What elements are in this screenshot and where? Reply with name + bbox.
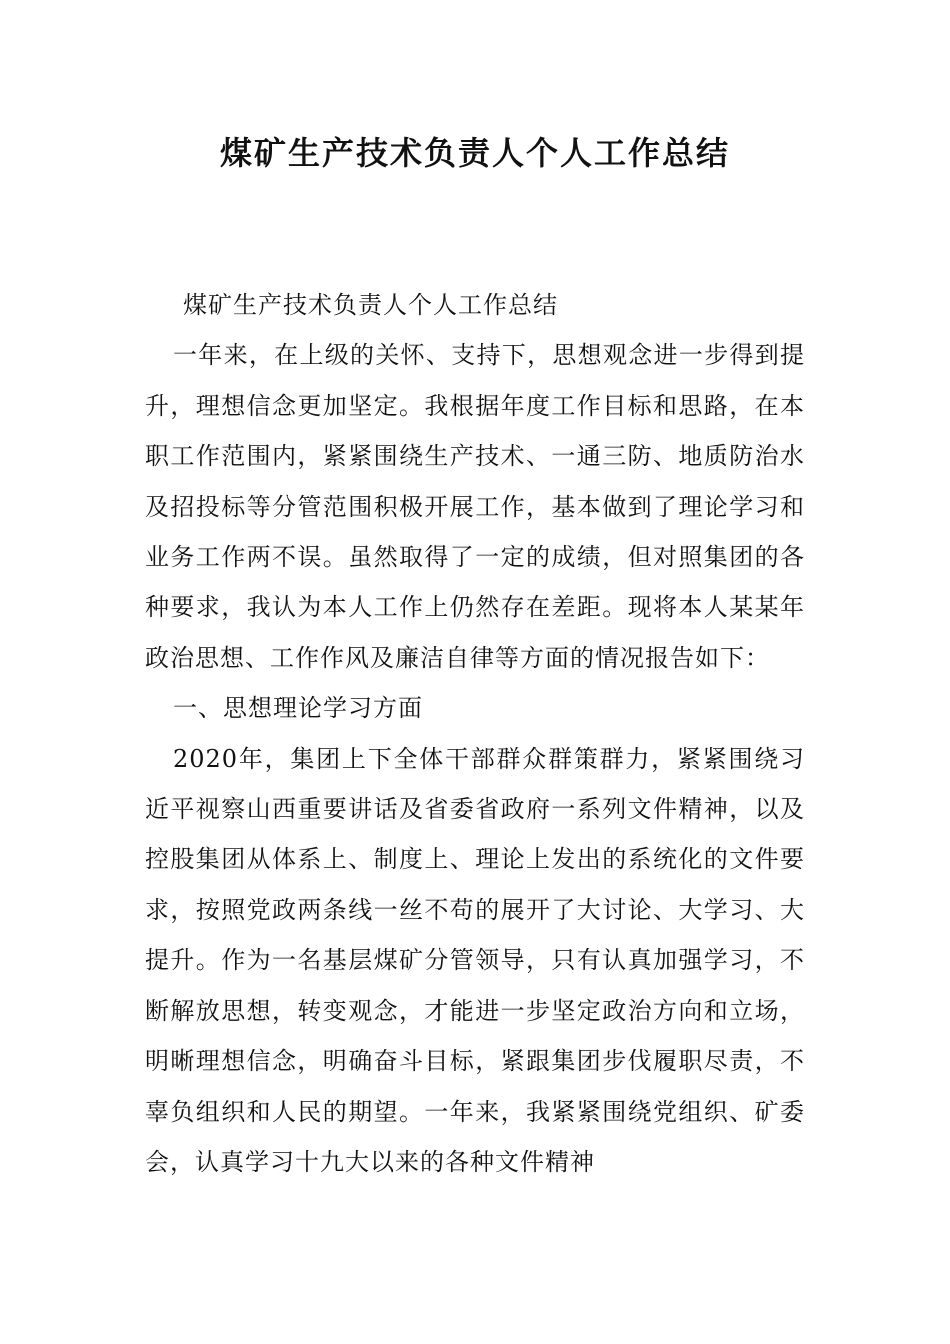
body-subtitle: 煤矿生产技术负责人个人工作总结 xyxy=(183,291,558,319)
section-1-paragraph: 2020年，集团上下全体干部群众群策群力，紧紧围绕习近平视察山西重要讲话及省委省政府一系列文件精神，以及控股集团从体系上、制度上、理论上发出的系统化的文件要求，按照党政两条线一丝不苟的展开了大讨论、大学习、大提升。作为一名基层煤矿分管领导，只有认真加强学习，不断解放思想，转变观念，才能进一步坚定政治方向和立场，明晰理想信念，明确奋斗目标，紧跟集团步伐履职尽责，不辜负组织和人民的期望。一年来，我紧紧围绕党组织、矿委会，认真学习十九大以来的各种文件精神 xyxy=(145,744,805,1176)
document-title: 煤矿生产技术负责人个人工作总结 xyxy=(219,134,730,172)
section-heading-1: 一、思想理论学习方面 xyxy=(173,694,423,723)
document-body xyxy=(145,280,805,1187)
intro-paragraph: 一年来，在上级的关怀、支持下，思想观念进一步得到提升，理想信念更加坚定。我根据年度工作目标和思路，在本职工作范围内，紧紧围绕生产技术、一通三防、地质防治水及招投标等分管范围积极开展工作，基本做到了理论学习和业务工作两不误。虽然取得了一定的成绩，但对照集团的各种要求，我认为本人工作上仍然存在差距。现将本人某某年政治思想、工作作风及廉洁自律等方面的情况报告如下： xyxy=(145,341,805,672)
